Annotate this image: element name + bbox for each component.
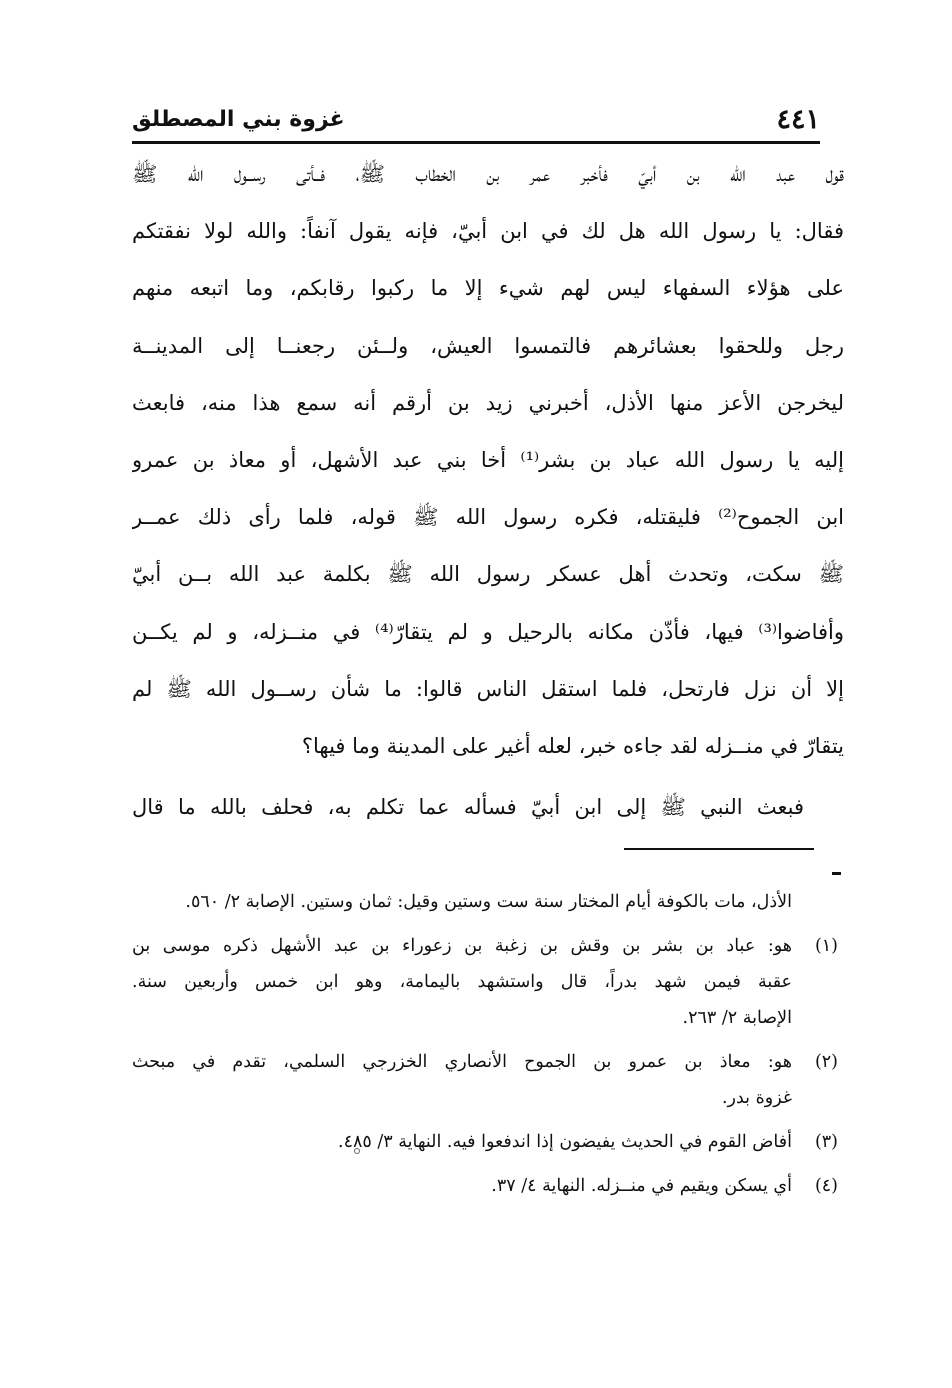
footnote-number: (٢) [814,1052,838,1072]
body-line: على هؤلاء السفهاء ليس لهم شيء إلا ما ركبوا رقابكم، وما اتبعه منهم [132,276,844,301]
footnote-3 [132,1124,838,1160]
header-rule [132,141,820,144]
body-line: يتقارّ في منــزله لقد جاءه خبر، لعله أغير على المدينة وما فيها؟ [301,733,844,758]
running-title: غزوة بني المصطلق [132,107,345,132]
footnote-line: عقبة فيمن شهد بدراً، قال واستشهد باليمامة، وهو ابن خمس وأربعين سنة. [132,972,792,992]
body-line: ﷺ سكت، وتحدث أهل عسكر رسول الله ﷺ بكلمة عبد الله بــن أبيّ [132,562,844,587]
footnote-line: أفاض القوم في الحديث يفيضون إذا اندفعوا فيه. النهاية ٣/ ٤٨٥. [338,1132,792,1152]
body-line: إليه يا رسول الله عباد بن بشر⁽¹⁾ أخا بني عبد الأشهل، أو معاذ بن عمرو [132,447,844,472]
body-line: ليخرجن الأعز منها الأذل، أخبرني زيد بن أرقم أنه سمع هذا منه، فابعث [132,390,844,415]
footnote-continuation [132,884,838,920]
footnote-line: غزوة بدر. [721,1088,792,1108]
footnote-line: هو: عباد بن بشر بن وقش بن زغبة بن زعوراء بن عبد الأشهل ذكره موسى بن [132,936,792,956]
footnote-2 [132,1044,838,1116]
footnote-line: الإصابة ٢/ ٢٦٣. [682,1008,792,1028]
footnote-line: أي يسكن ويقيم في منــزله. النهاية ٤/ ٣٧. [491,1176,792,1196]
body-line: ابن الجموح⁽²⁾ فليقتله، فكره رسول الله ﷺ قوله، فلما رأى ذلك عمــر [132,505,844,530]
page-number: ٤٤١ [776,104,820,135]
footnote-continuation-mark [832,872,841,875]
footnote-number: (١) [814,936,838,956]
body-text [132,146,844,836]
footnote-number: (٣) [814,1132,838,1152]
body-line: فبعث النبي ﷺ إلى ابن أبيّ فسأله عما تكلم به، فحلف بالله ما قال [132,795,804,820]
footnote-4 [132,1168,838,1204]
footnote-number: (٤) [814,1176,838,1196]
footnote-line: هو: معاذ بن عمرو بن الجموح الأنصاري الخزرجي السلمي، تقدم في مبحث [132,1052,792,1072]
footnote-line: الأذل، مات بالكوفة أيام المختار سنة ست وستين وقيل: ثمان وستين. الإصابة ٢/ ٥٦٠. [185,892,792,912]
running-header [132,100,820,140]
footnote-separator [624,848,814,850]
footnote-1 [132,928,838,1036]
body-line: رجل وللحقوا بعشائرهم فالتمسوا العيش، ولــئن رجعنــا إلى المدينــة [132,333,844,358]
body-line: وأفاضوا⁽³⁾ فيها، فأذّن مكانه بالرحيل و لم يتقارّ⁽⁴⁾ في منــزله، و لم يكــن [132,619,844,644]
body-line: قول عبد الله بن أبيّ فأخبر عمر بن الخطاب ﷺ، فــأتى رســول الله ﷺ [132,162,844,186]
body-line: فقال: يا رسول الله هل لك في ابن أبيّ، فإنه يقول آنفاً: والله لولا نفقتكم [132,219,844,244]
footnotes [132,884,838,1204]
speck-mark [354,1148,360,1154]
body-line: إلا أن نزل فارتحل، فلما استقل الناس قالوا: ما شأن رســول الله ﷺ لم [132,676,844,701]
